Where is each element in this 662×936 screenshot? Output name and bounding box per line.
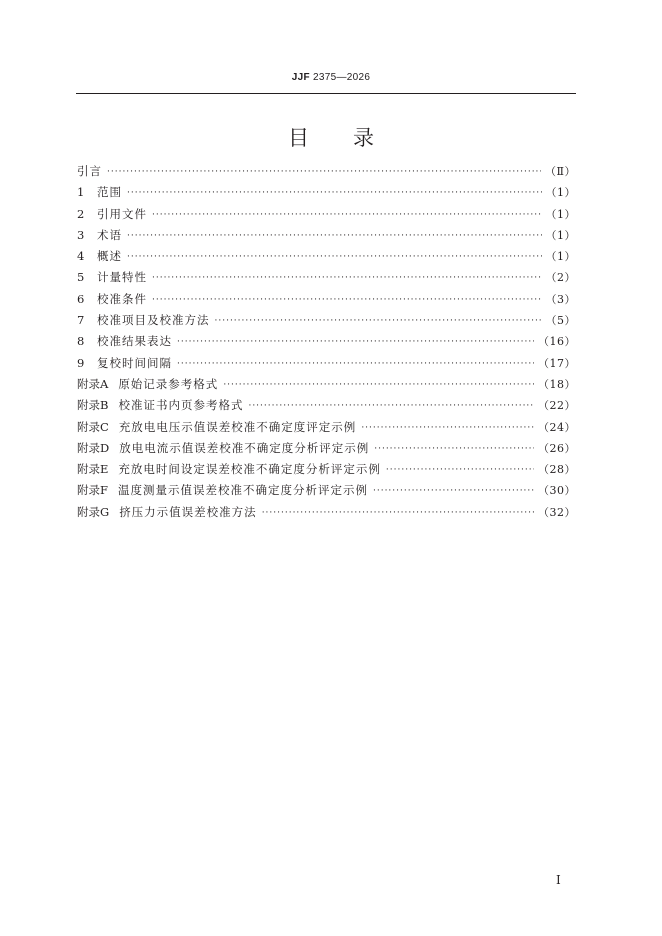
toc-entry-title: 术语 [97,227,122,242]
toc-entry-number: 附录E [77,462,109,477]
toc-entry-number: 附录D [77,440,110,455]
toc-entry-title: 概述 [97,249,122,264]
toc-entry-title: 计量特性 [97,270,147,285]
toc-entry-title: 校准条件 [97,291,147,306]
toc-dot-leader [107,167,541,177]
toc-entry-page: （26） [538,441,576,455]
toc-entry-page: （2） [545,271,576,285]
standard-number: 2375—2026 [313,72,371,83]
toc-entry-number: 1 [77,185,85,200]
toc-entry[interactable] [77,206,576,227]
page-title: 目录 [288,126,418,150]
table-of-contents [77,163,576,525]
toc-entry[interactable] [77,163,576,184]
toc-dot-leader [223,380,534,390]
toc-entry-title: 校准证书内页参考格式 [118,398,244,413]
toc-entry-page: （1） [545,228,576,242]
toc-entry-number: 附录B [77,398,109,413]
toc-entry-page: （28） [538,463,576,477]
toc-entry-page: （3） [545,292,576,306]
toc-entry[interactable] [77,248,576,269]
toc-entry-title: 充放电时间设定误差校准不确定度分析评定示例 [118,462,381,477]
toc-entry-title: 复校时间间隔 [97,355,172,370]
toc-entry-number: 附录F [77,483,108,498]
toc-entry-number: 附录A [77,376,109,391]
toc-entry[interactable] [77,227,576,248]
toc-entry[interactable] [77,504,576,525]
toc-entry[interactable] [77,312,576,333]
toc-entry[interactable] [77,482,576,503]
toc-entry-page: （1） [545,186,576,200]
toc-dot-leader [374,444,534,454]
toc-entry-number: 附录G [77,504,110,519]
toc-entry[interactable] [77,269,576,290]
standard-code: JJF [291,72,310,83]
toc-entry-page: （16） [538,335,576,349]
toc-entry[interactable] [77,291,576,312]
toc-dot-leader [127,252,542,262]
toc-entry[interactable] [77,397,576,418]
toc-entry-page: （32） [538,505,576,519]
toc-dot-leader [127,188,542,198]
toc-entry-page: （17） [538,356,576,370]
toc-entry-title: 引言 [77,164,102,178]
toc-dot-leader [248,401,534,411]
toc-entry-number: 8 [77,334,85,349]
toc-dot-leader [152,295,542,305]
toc-entry-page: （Ⅱ） [545,165,576,178]
toc-entry-page: （1） [545,207,576,221]
toc-entry-title: 原始记录参考格式 [118,376,219,391]
toc-entry[interactable] [77,184,576,205]
toc-entry-number: 5 [77,270,85,285]
toc-entry-page: （30） [538,484,576,498]
toc-entry-number: 附录C [77,419,109,434]
toc-entry[interactable] [77,355,576,376]
toc-entry-title: 放电电流示值误差校准不确定度分析评定示例 [119,440,370,455]
toc-entry[interactable] [77,440,576,461]
toc-dot-leader [152,273,542,283]
toc-dot-leader [262,508,534,518]
document-header [0,72,662,83]
toc-entry-title: 校准结果表达 [97,334,172,349]
toc-entry[interactable] [77,419,576,440]
toc-entry[interactable] [77,333,576,354]
toc-entry-number: 2 [77,206,85,221]
toc-dot-leader [152,210,542,220]
toc-entry-title: 引用文件 [97,206,147,221]
toc-entry-number: 7 [77,313,85,328]
toc-dot-leader [177,337,534,347]
toc-dot-leader [386,465,534,475]
toc-entry-page: （24） [538,420,576,434]
toc-entry-page: （1） [545,250,576,264]
toc-entry-page: （18） [538,377,576,391]
toc-entry[interactable] [77,461,576,482]
toc-dot-leader [361,423,534,433]
toc-entry[interactable] [77,376,576,397]
toc-dot-leader [127,231,542,241]
toc-entry-page: （5） [545,314,576,328]
toc-entry-number: 9 [77,355,85,370]
toc-entry-title: 温度测量示值误差校准不确定度分析评定示例 [117,483,368,498]
toc-dot-leader [177,359,534,369]
toc-entry-title: 挤压力示值误差校准方法 [119,504,257,519]
page-number: I [556,873,561,887]
toc-entry-title: 范围 [97,185,122,200]
toc-entry-page: （22） [538,399,576,413]
header-divider [76,93,576,94]
toc-entry-number: 3 [77,227,85,242]
toc-entry-title: 校准项目及校准方法 [97,313,210,328]
toc-dot-leader [373,486,534,496]
toc-dot-leader [215,316,542,326]
toc-entry-title: 充放电电压示值误差校准不确定度评定示例 [118,419,357,434]
toc-entry-number: 4 [77,249,85,264]
toc-entry-number: 6 [77,291,85,306]
